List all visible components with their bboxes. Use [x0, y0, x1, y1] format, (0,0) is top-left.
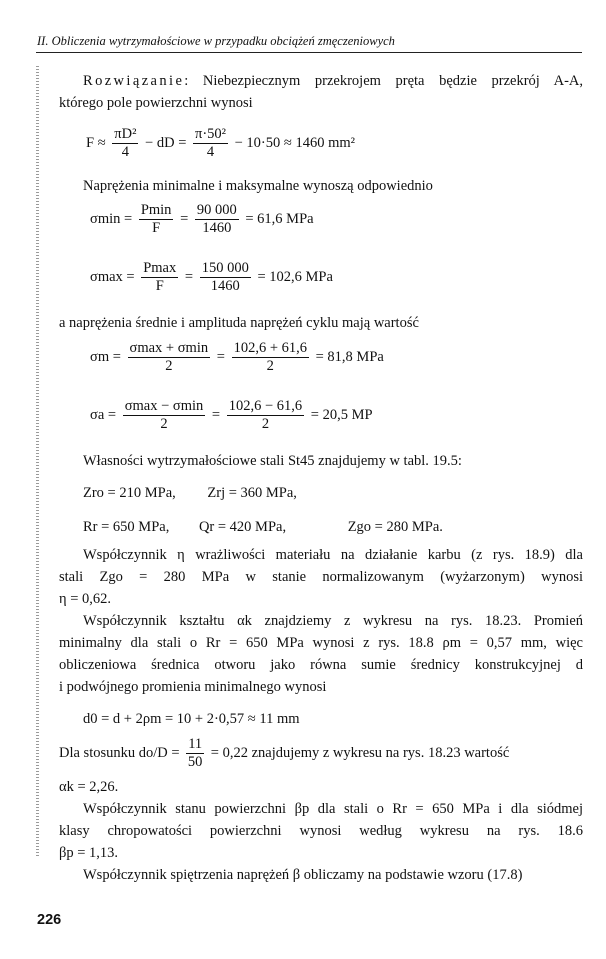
paragraph-beta-line-2: klasy chropowatości powierzchni wynosi według wykresu na rys. 18.6 [59, 823, 583, 839]
header-rule [36, 52, 582, 53]
paragraph-eta-line-1: Współczynnik η wrażliwości materiału na działanie karbu (z rys. 18.9) dla [83, 547, 583, 563]
solution-lead: Rozwiązanie [83, 73, 185, 89]
eq-area-frac-2: $\frac{\text{π·50²}}{4}$ [195, 126, 226, 160]
eq-samp-rhs: = 20,5 MP [310, 406, 373, 423]
paragraph-alpha-line-4: i podwójnego promienia minimalnego wynosi [59, 679, 327, 695]
prop-zrj: Zrj = 360 MPa, [207, 485, 297, 501]
paragraph-mean-amp-intro: a naprężenia średnie i amplituda naprężeń cyklu mają wartość [59, 315, 419, 331]
eq-samp-frac-1: $\frac{\sigma\max - \sigma\min}{2}$ [124, 398, 204, 432]
paragraph-props-intro: Własności wytrzymałościowe stali St45 znajdujemy w tabl. 19.5: [83, 453, 462, 469]
paragraph-alpha-line-2: minimalny dla stali o Rr = 650 MPa wynosi z rys. 18.8 ρm = 0,57 mm, więc [59, 635, 583, 651]
paragraph-eta-line-3: η = 0,62. [59, 591, 112, 607]
alpha-value: αk = 2,26. [59, 779, 119, 795]
eq-smean-rhs: = 81,8 MPa [315, 348, 384, 365]
eq-smax-frac-1: $\frac{Pmax}{F}$ [143, 260, 177, 294]
scan-margin-line [36, 66, 39, 856]
equation-sigma-mean: σm = $\frac{\sigma\max + \sigma\min}{2}$ = $\frac{102,6 + 61,6}{2}$ = 81,8 MPa [90, 340, 384, 374]
eq-smean-lhs: σm = [90, 348, 121, 365]
paragraph-beta-line-3: βp = 1,13. [59, 845, 119, 861]
eq-smin-frac-2: $\frac{90 000}{1460}$ [196, 202, 237, 236]
equation-d0: d0 = d + 2ρm = 10 + 2·0,57 ≈ 11 mm [83, 711, 300, 727]
page-number: 226 [37, 912, 62, 928]
eq-area-frac-1: $\frac{\text{πD²}}{4}$ [114, 126, 137, 160]
eq-smean-frac-2: $\frac{102,6 + 61,6}{2}$ [233, 340, 307, 374]
eq-area-lhs: F ≈ [86, 134, 106, 151]
paragraph-solution-line-1 [83, 72, 583, 90]
equation-sigma-min: σmin = $\frac{Pmin}{F}$ = $\frac{90 000}{1460}$ = 61,6 MPa [90, 202, 314, 236]
prop-zro: Zro = 210 MPa, [83, 485, 176, 501]
running-header: II. Obliczenia wytrzymałościowe w przypadku obciążeń zmęczeniowych [37, 34, 395, 48]
paragraph-concentration: Współczynnik spiętrzenia naprężeń β obliczamy na podstawie wzoru (17.8) [83, 867, 523, 883]
paragraph-beta-line-1: Współczynnik stanu powierzchni βp dla stali o Rr = 650 MPa i dla siódmej [83, 801, 583, 817]
equation-area [86, 126, 355, 161]
eq-smin-frac-1: $\frac{Pmin}{F}$ [140, 202, 172, 236]
paragraph-alpha-line-3: obliczeniowa średnica otworu jako równa sumie średnicy konstrukcyjnej d [59, 657, 583, 673]
eq-smax-frac-2: $\frac{150 000}{1460}$ [201, 260, 249, 294]
props-line-1 [83, 484, 297, 502]
ratio-lead: Dla stosunku do/D = [59, 744, 180, 761]
eq-smax-rhs: = 102,6 MPa [257, 268, 333, 285]
eq-samp-frac-2: $\frac{102,6 - 61,6}{2}$ [228, 398, 303, 432]
prop-zgo: Zgo = 280 MPa. [347, 519, 443, 535]
eq-area-mid: − dD = [145, 134, 187, 151]
prop-rr: Rr = 650 MPa, [83, 519, 170, 535]
equation-sigma-max: σmax = $\frac{Pmax}{F}$ = $\frac{150 000}{1460}$ = 102,6 MPa [90, 260, 333, 294]
paragraph-solution-line-2: którego pole powierzchni wynosi [59, 95, 253, 111]
solution-rest: : Niebezpiecznym przekrojem pręta będzie przekrój A-A, [184, 73, 583, 89]
eq-smin-lhs: σmin = [90, 210, 133, 227]
paragraph-eta-line-2: stali Zgo = 280 MPa w stanie normalizowanym (wyżarzonym) wynosi [59, 569, 583, 585]
eq-smax-lhs: σmax = [90, 268, 135, 285]
equation-sigma-amplitude: σa = $\frac{\sigma\max - \sigma\min}{2}$ = $\frac{102,6 - 61,6}{2}$ = 20,5 MP [90, 398, 373, 432]
paragraph-ratio [59, 736, 509, 771]
eq-samp-lhs: σa = [90, 406, 117, 423]
eq-smin-rhs: = 61,6 MPa [245, 210, 314, 227]
ratio-rest: = 0,22 znajdujemy z wykresu na rys. 18.23 wartość [210, 744, 510, 761]
props-line-2 [83, 518, 443, 536]
paragraph-alpha-line-1: Współczynnik kształtu αk znajdziemy z wykresu na rys. 18.23. Promień [83, 613, 583, 629]
paragraph-stress-intro: Naprężenia minimalne i maksymalne wynoszą odpowiednio [83, 178, 433, 194]
prop-qr: Qr = 420 MPa, [198, 519, 287, 535]
eq-smean-frac-1: $\frac{\sigma\max + \sigma\min}{2}$ [129, 340, 209, 374]
ratio-frac: $\frac{11}{50}$ [187, 736, 203, 770]
eq-area-rhs: − 10·50 ≈ 1460 mm² [234, 134, 355, 151]
